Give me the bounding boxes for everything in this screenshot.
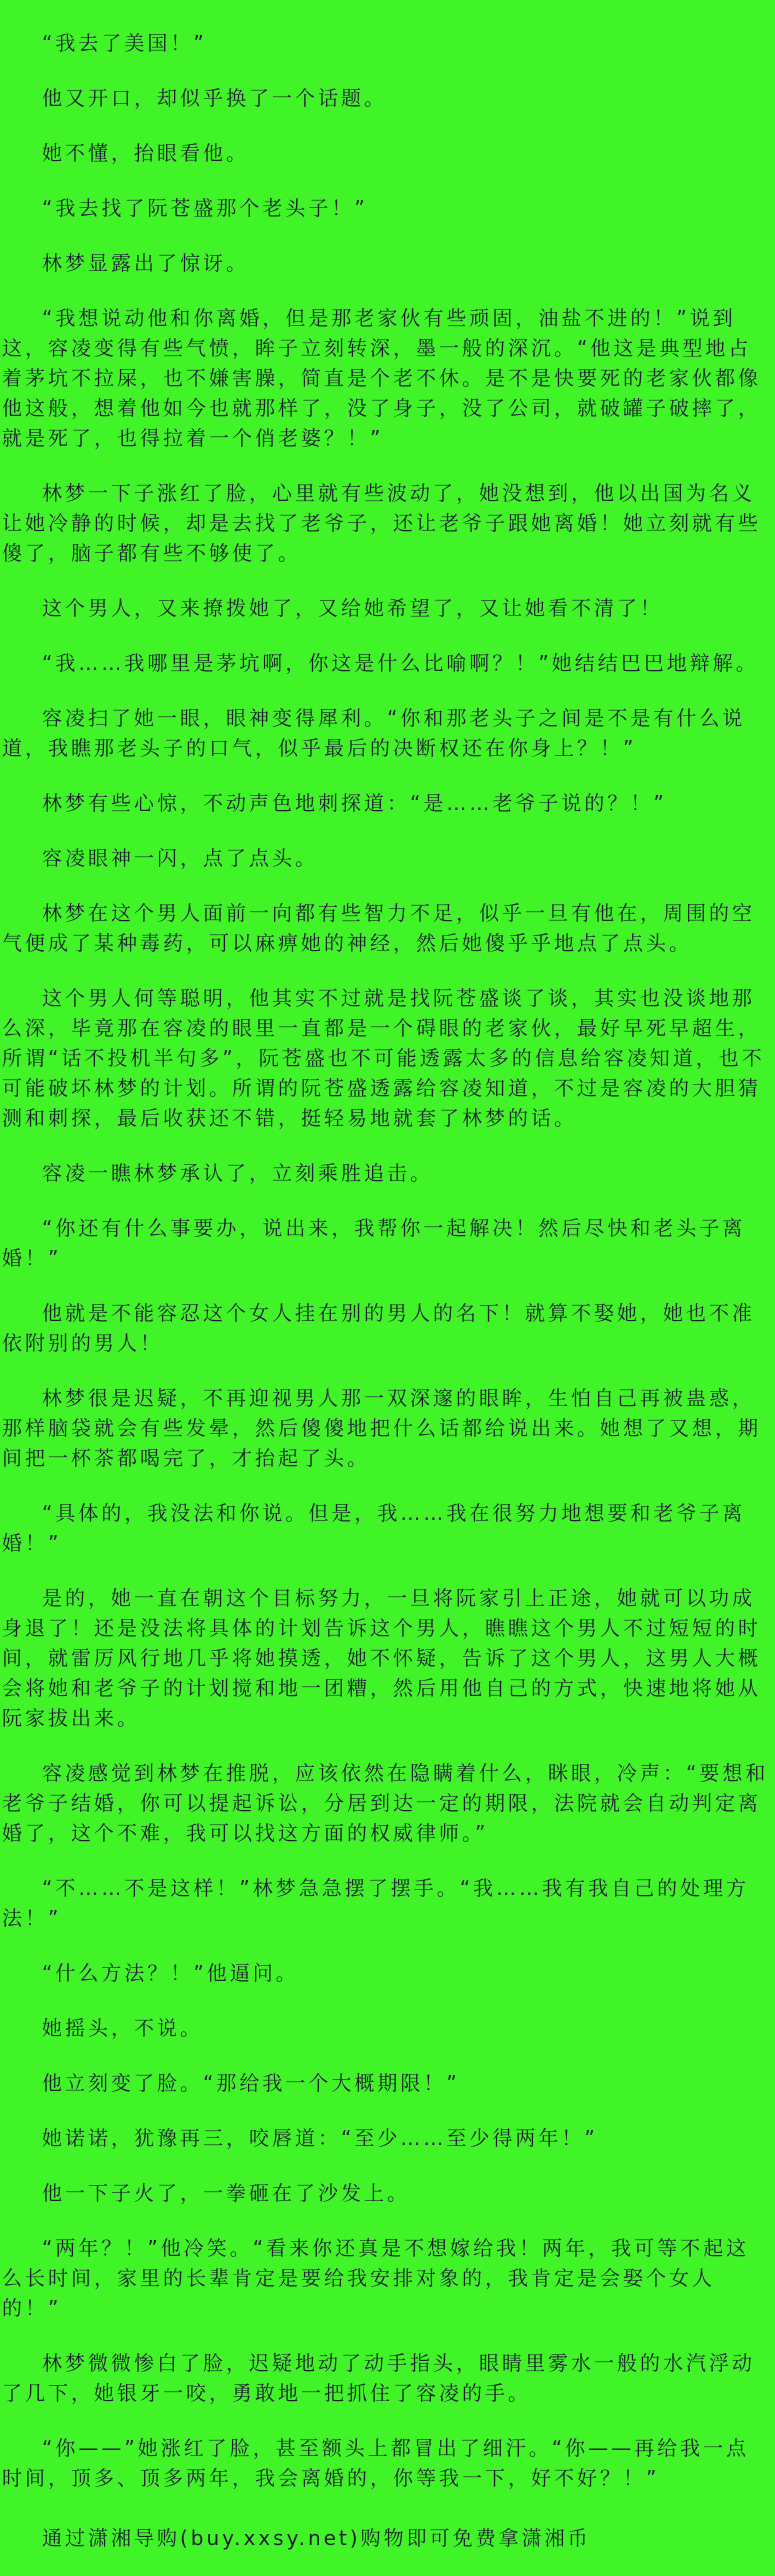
novel-paragraph: 容凌眼神一闪，点了点头。	[42, 846, 318, 870]
novel-paragraph: 林梦一下子涨红了脸，心里就有些波动了，她没想到，他以出国为名义让她冷静的时候，却是去找了老爷子，还让老爷子跟她离婚！她立刻就有些傻了，脑子都有些不够使了。	[2, 481, 761, 565]
novel-paragraph: 是的，她一直在朝这个目标努力，一旦将阮家引上正途，她就可以功成身退了！还是没法将具体的计划告诉这个男人，瞧瞧这个男人不过短短的时间，就雷厉风行地几乎将她摸透，她不怀疑，告诉了这个男人，这男人大概会将她和老爷子的计划搅和地一团糟，然后用他自己的方式，快速地将她从阮家拔出来。	[2, 1586, 761, 1730]
novel-paragraph: “两年？！”他冷笑。“看来你还真是不想嫁给我！两年，我可等不起这么长时间，家里的长辈肯定是要给我安排对象的，我肯定是会娶个女人的！”	[2, 2236, 750, 2320]
novel-paragraph: “我去了美国！”	[42, 31, 207, 55]
chapter-text	[2, 28, 772, 2493]
novel-paragraph: “你——”她涨红了脸，甚至额头上都冒出了细汗。“你——再给我一点时间，顶多、顶多两年，我会离婚的，你等我一下，好不好？！”	[2, 2436, 750, 2490]
novel-paragraph: 她摇头，不说。	[42, 2016, 203, 2040]
novel-paragraph: 她不懂，抬眼看他。	[42, 141, 249, 165]
promo-footer: 通过潇湘导购(buy.xxsy.net)购物即可免费拿潇湘币	[42, 2526, 591, 2550]
novel-paragraph: “具体的，我没法和你说。但是，我……我在很努力地想要和老爷子离婚！”	[2, 1501, 746, 1555]
novel-paragraph: “你还有什么事要办，说出来，我帮你一起解决！然后尽快和老头子离婚！”	[2, 1216, 746, 1270]
novel-paragraph: 林梦微微惨白了脸，迟疑地动了动手指头，眼睛里雾水一般的水汽浮动了几下，她银牙一咬，勇敢地一把抓住了容凌的手。	[2, 2351, 755, 2405]
novel-paragraph: 容凌感觉到林梦在推脱，应该依然在隐瞒着什么，眯眼，冷声：“要想和老爷子结婚，你可以提起诉讼，分居到达一定的期限，法院就会自动判定离婚了，这个不难，我可以找这方面的权威律师。”	[2, 1761, 769, 1845]
novel-paragraph: 林梦很是迟疑，不再迎视男人那一双深邃的眼眸，生怕自己再被蛊惑，那样脑袋就会有些发晕，然后傻傻地把什么话都给说出来。她想了又想，期间把一杯茶都喝完了，才抬起了头。	[2, 1386, 761, 1470]
novel-paragraph: 这个男人，又来撩拨她了，又给她希望了，又让她看不清了！	[42, 596, 663, 620]
novel-paragraph: “不……不是这样！”林梦急急摆了摆手。“我……我有我自己的处理方法！”	[2, 1876, 750, 1930]
novel-paragraph: 他就是不能容忍这个女人挂在别的男人的名下！就算不娶她，她也不准依附别的男人！	[2, 1301, 755, 1355]
novel-paragraph: 容凌扫了她一眼，眼神变得犀利。“你和那老头子之间是不是有什么说道，我瞧那老头子的口气，似乎最后的决断权还在你身上？！”	[2, 706, 746, 760]
novel-paragraph: 他又开口，却似乎换了一个话题。	[42, 86, 387, 110]
novel-paragraph: 这个男人何等聪明，他其实不过就是找阮苍盛谈了谈，其实也没谈地那么深，毕竟那在容凌的眼里一直都是一个碍眼的老家伙，最好早死早超生，所谓“话不投机半句多”，阮苍盛也不可能透露太多的信息给容凌知道，也不可能破坏林梦的计划。所谓的阮苍盛透露给容凌知道，不过是容凌的大胆猜测和刺探，最后收获还不错，挺轻易地就套了林梦的话。	[2, 986, 765, 1130]
novel-paragraph: “我想说动他和你离婚，但是那老家伙有些顽固，油盐不进的！”说到这，容凌变得有些气愤，眸子立刻转深，墨一般的深沉。“他这是典型地占着茅坑不拉屎，也不嫌害臊，简直是个老不休。是不是快要死的老家伙都像他这般，想着他如今也就那样了，没了身子，没了公司，就破罐子破摔了，就是死了，也得拉着一个俏老婆？！”	[2, 306, 761, 450]
novel-paragraph: 林梦在这个男人面前一向都有些智力不足，似乎一旦有他在，周围的空气便成了某种毒药，可以麻痹她的神经，然后她傻乎乎地点了点头。	[2, 901, 755, 955]
novel-paragraph: 他一下子火了，一拳砸在了沙发上。	[42, 2181, 410, 2205]
novel-paragraph: 林梦有些心惊，不动声色地刺探道：“是……老爷子说的？！”	[42, 791, 667, 815]
novel-paragraph: 他立刻变了脸。“那给我一个大概期限！”	[42, 2071, 460, 2095]
novel-paragraph: “我……我哪里是茅坑啊，你这是什么比喻啊？！”她结结巴巴地辩解。	[42, 651, 759, 675]
novel-paragraph: 她诺诺，犹豫再三，咬唇道：“至少……至少得两年！”	[42, 2126, 598, 2150]
novel-paragraph: “什么方法？！”他逼问。	[42, 1961, 299, 1985]
novel-paragraph: 林梦显露出了惊讶。	[42, 251, 249, 275]
novel-paragraph: “我去找了阮苍盛那个老头子！”	[42, 196, 368, 220]
novel-paragraph: 容凌一瞧林梦承认了，立刻乘胜追击。	[42, 1161, 433, 1185]
